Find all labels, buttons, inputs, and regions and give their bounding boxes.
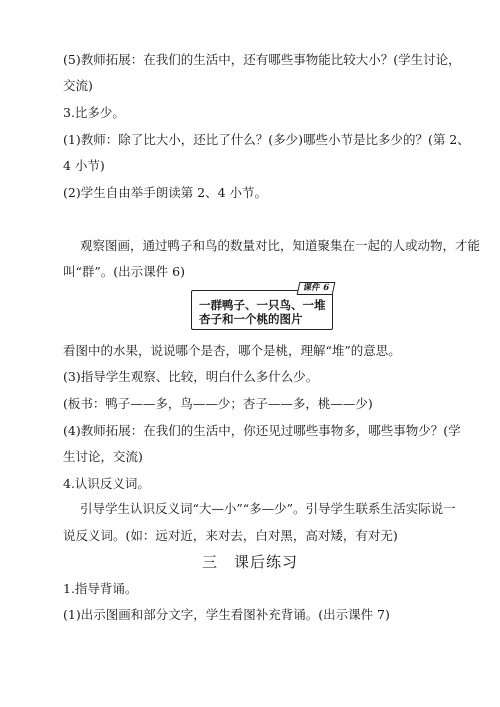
paragraph-line: 生讨论，交流) [63, 449, 143, 464]
subsection-title: 4.认识反义词。 [63, 476, 150, 491]
paragraph-line: (1)教师：除了比大小，还比了什么？(多少)哪些小节是比多少的？(第 2、 [63, 132, 470, 147]
paragraph-line: 叫“群”。(出示课件 6) [63, 264, 185, 279]
paragraph-line: 交流) [63, 78, 93, 93]
slide-caption-line2: 杏子和一个桃的图片 [199, 312, 303, 326]
paragraph-line: 观察图画，通过鸭子和鸟的数量对比，知道聚集在一起的人或动物，才能 [80, 238, 481, 253]
subsection-title: 3.比多少。 [63, 105, 125, 120]
paragraph-line: (1)出示图画和部分文字，学生看图补充背诵。(出示课件 7) [63, 607, 390, 622]
slide-caption-line1: 一群鸭子、一只鸟、一堆 [199, 298, 326, 312]
courseware-slide-box [191, 283, 333, 330]
paragraph-line: (4)教师拓展：在我们的生活中，你还见过哪些事物多，哪些事物少？(学 [63, 423, 461, 438]
section-heading: 三 课后练习 [201, 553, 298, 571]
slide-caption [199, 298, 326, 326]
paragraph-line: (板书：鸭子——多，鸟——少；杏子——多，桃——少) [63, 396, 373, 411]
paragraph-line: 4 小节) [63, 158, 105, 173]
slide-tag: 课件 6 [297, 282, 336, 295]
paragraph-line: (3)指导学生观察、比较，明白什么多什么少。 [63, 369, 319, 384]
paragraph-line: (5)教师拓展：在我们的生活中，还有哪些事物能比较大小？(学生讨论， [63, 52, 461, 67]
subsection-title: 1.指导背诵。 [63, 581, 138, 596]
paragraph-line: 引导学生认识反义词“大—小”“多—少”。引导学生联系生活实际说一 [80, 501, 456, 516]
paragraph-line: (2)学生自由举手朗读第 2、4 小节。 [63, 185, 268, 200]
paragraph-line: 看图中的水果，说说哪个是杏，哪个是桃，理解“堆”的意思。 [63, 343, 401, 358]
paragraph-line: 说反义词。(如：远对近，来对去，白对黑，高对矮，有对无) [63, 528, 398, 543]
